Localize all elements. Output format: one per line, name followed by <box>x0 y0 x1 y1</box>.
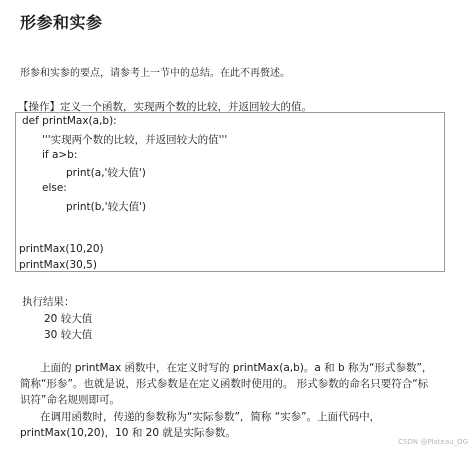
intro-text: 形参和实参的要点，请参考上一节中的总结。在此不再赘述。 <box>20 68 290 79</box>
code-line: printMax(30,5) <box>19 259 97 271</box>
code-line: printMax(10,20) <box>19 243 104 255</box>
result-label: 执行结果： <box>22 296 75 308</box>
paragraph-line: printMax(10,20)，10 和 20 就是实际参数。 <box>20 427 236 439</box>
code-line: '''实现两个数的比较，并返回较大的值''' <box>42 134 228 146</box>
paragraph-line: 在调用函数时，传递的参数称为“实际参数”，简称 “实参”。上面代码中， <box>40 411 381 423</box>
result-line: 20 较大值 <box>44 313 93 325</box>
code-line: print(b,'较大值') <box>66 201 147 213</box>
code-block <box>15 112 445 272</box>
code-line: else: <box>42 182 67 194</box>
code-line: print(a,'较大值') <box>66 167 146 179</box>
paragraph-line: 简称“形参”。也就是说，形式参数是在定义函数时使用的。 形式参数的命名只要符合“标 <box>20 378 429 390</box>
page-title: 形参和实参 <box>20 13 103 32</box>
code-line: if a>b: <box>42 149 78 161</box>
watermark: CSDN @Plateau_OG <box>398 438 468 446</box>
code-line: def printMax(a,b): <box>22 115 117 127</box>
operation-text: 【操作】定义一个函数，实现两个数的比较，并返回较大的值。 <box>18 101 312 113</box>
paragraph-line: 识符”命名规则即可。 <box>20 394 120 406</box>
paragraph-line: 上面的 printMax 函数中，在定义时写的 printMax(a,b)。a 和 b 称为“形式参数”， <box>40 362 433 374</box>
result-line: 30 较大值 <box>44 329 93 341</box>
